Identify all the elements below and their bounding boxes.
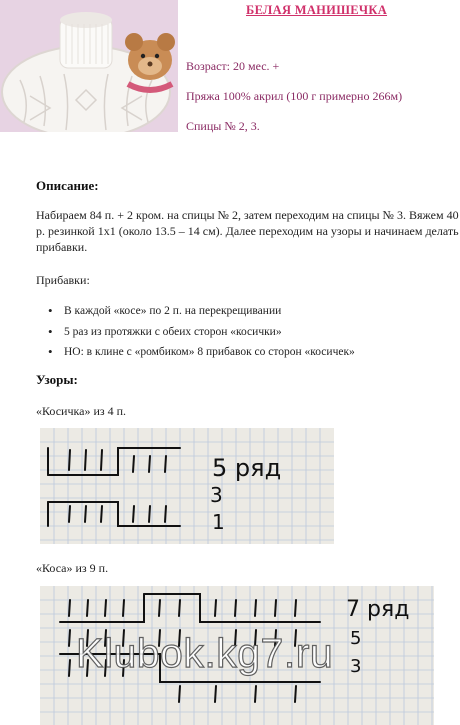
page-title: БЕЛАЯ МАНИШЕЧКА <box>246 3 388 17</box>
increases-list <box>48 301 355 363</box>
needles-text: Спицы № 2, 3. <box>186 119 260 133</box>
list-item: • 5 раз из протяжки с обеих сторон «косички» <box>48 322 355 343</box>
pattern2-label: «Коса» из 9 п. <box>36 561 109 575</box>
row-label: 1 <box>212 510 225 534</box>
yarn-text: Пряжа 100% акрил (100 г примерно 266м) <box>186 89 403 103</box>
increases-label: Прибавки: <box>36 273 90 287</box>
list-item: • В каждой «косе» по 2 п. на перекрещивании <box>48 301 355 322</box>
pattern1-label: «Косичка» из 4 п. <box>36 404 127 418</box>
description-text: Набираем 84 п. + 2 кром. на спицы № 2, затем переходим на спицы № 3. Вяжем 40 р. резинкой 1х1 (около 13.5 – 14 см). Далее переходим на узоры и начинаем делать прибавки. <box>36 208 459 254</box>
list-item: • НО: в клине с «ромбиком» 8 прибавок со сторон «косичек» <box>48 342 355 363</box>
row-label: 7 ряд <box>346 597 410 622</box>
pattern1-chart <box>40 428 334 544</box>
age-text: Возраст: 20 мес. + <box>186 59 280 73</box>
row-label: 5 ряд <box>212 454 282 482</box>
product-photo <box>0 0 178 132</box>
description-heading: Описание: <box>36 178 99 193</box>
row-label: 5 <box>350 628 362 649</box>
row-label: 3 <box>210 483 223 507</box>
watermark: Klubok.kg7.ru <box>76 630 334 676</box>
row-label: 3 <box>350 656 362 677</box>
patterns-heading: Узоры: <box>36 372 78 387</box>
